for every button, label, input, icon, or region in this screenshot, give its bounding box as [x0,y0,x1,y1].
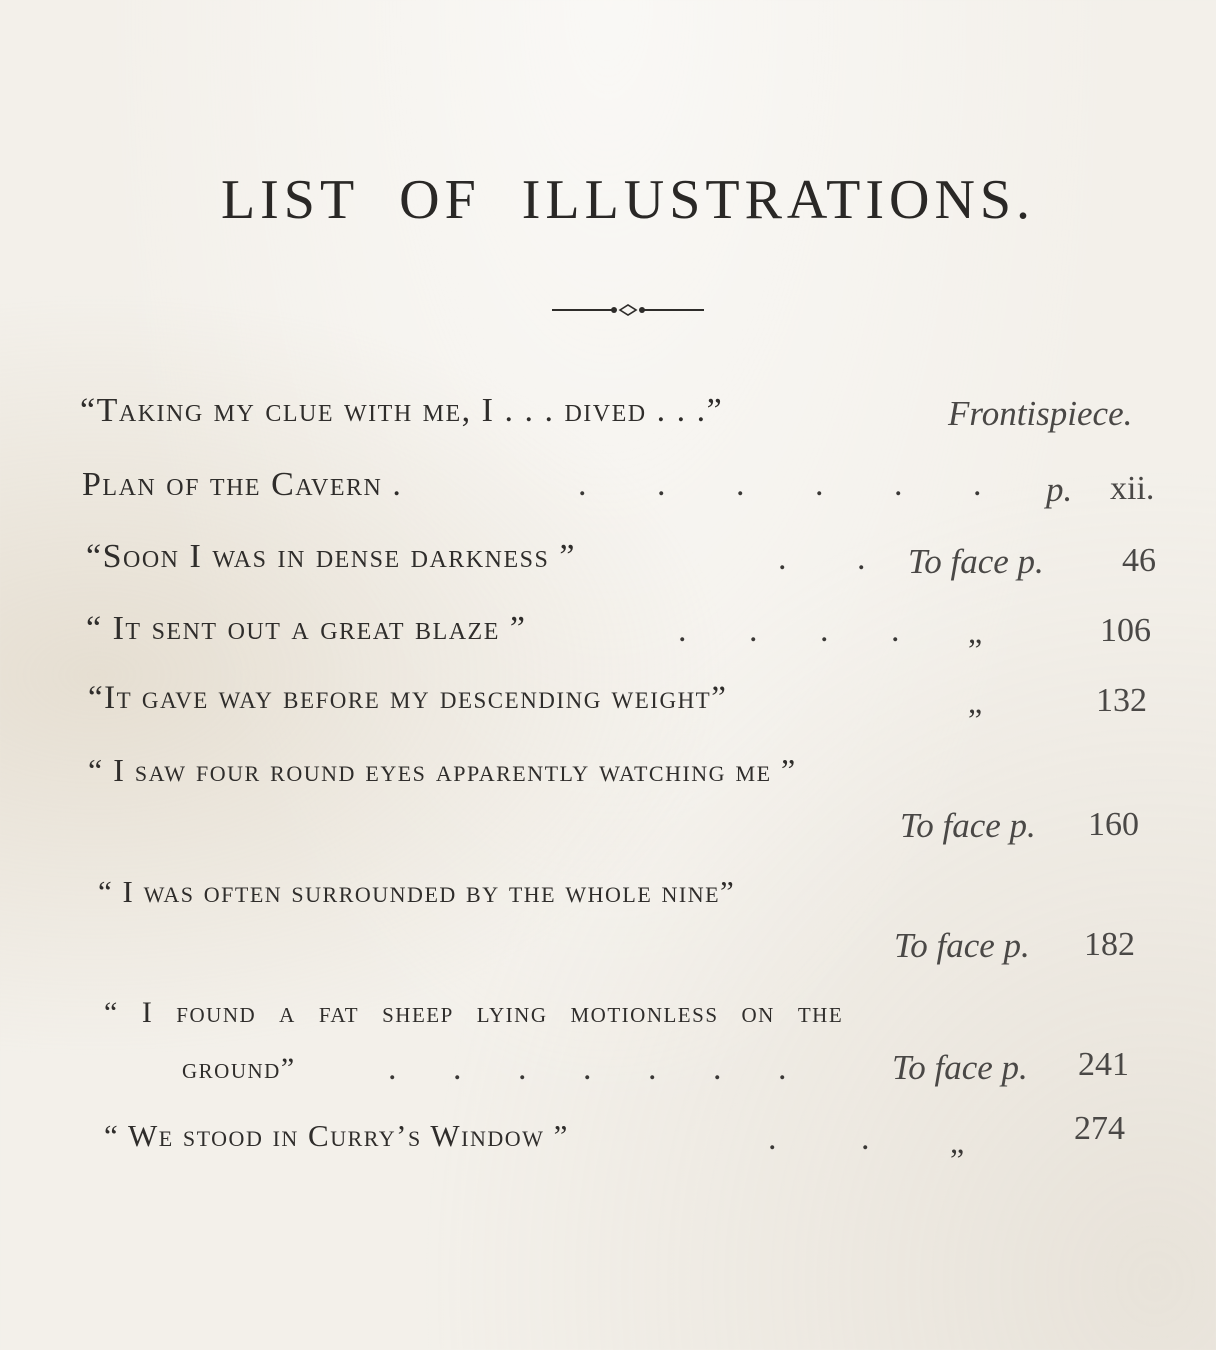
illustration-caption: “ It sent out a great blaze ” [86,610,527,647]
page-reference: To face p. [892,1048,1028,1087]
illustration-caption: “ I was often surrounded by the whole nine” [98,874,736,909]
page-reference: To face p. [900,806,1036,845]
page-reference: Frontispiece. [948,394,1133,433]
ditto-mark: „ [968,684,983,720]
leader-dots: . . . . . . [578,466,982,503]
leader-dots: . . [778,540,866,577]
page-reference: p. [1046,470,1073,509]
page-number: 106 [1100,612,1151,649]
ornament-divider [552,300,704,320]
page-number: 160 [1088,806,1139,843]
page-reference: To face p. [894,926,1030,965]
page-reference: To face p. [908,542,1044,581]
page-number: 132 [1096,682,1147,719]
illustration-caption: “Taking my clue with me, I . . . dived . . .” [80,392,724,429]
illustration-caption: “ I saw four round eyes apparently watching me ” [88,752,797,788]
illustration-caption: Plan of the Cavern . [82,466,403,503]
page-number: xii. [1110,470,1155,507]
ditto-mark: „ [950,1124,965,1160]
illustration-caption: “Soon I was in dense darkness ” [86,538,576,575]
illustration-caption: “ I found a fat sheep lying motionless on the [104,996,844,1029]
leader-dots: . . . . [678,612,900,649]
ditto-mark: „ [968,614,983,650]
page-number: 274 [1074,1110,1125,1147]
page-number: 241 [1078,1046,1129,1083]
leader-dots: . . . . . . . [388,1050,787,1087]
leader-dots: . . [768,1120,870,1157]
page-number: 182 [1084,926,1135,963]
illustration-caption: “It gave way before my descending weight” [88,680,728,716]
page-number: 46 [1122,542,1156,579]
illustration-caption-continued: ground” [182,1052,296,1085]
page-title: LIST OF ILLUSTRATIONS. [220,169,1036,231]
illustration-caption: “ We stood in Curry’s Window ” [104,1118,569,1153]
